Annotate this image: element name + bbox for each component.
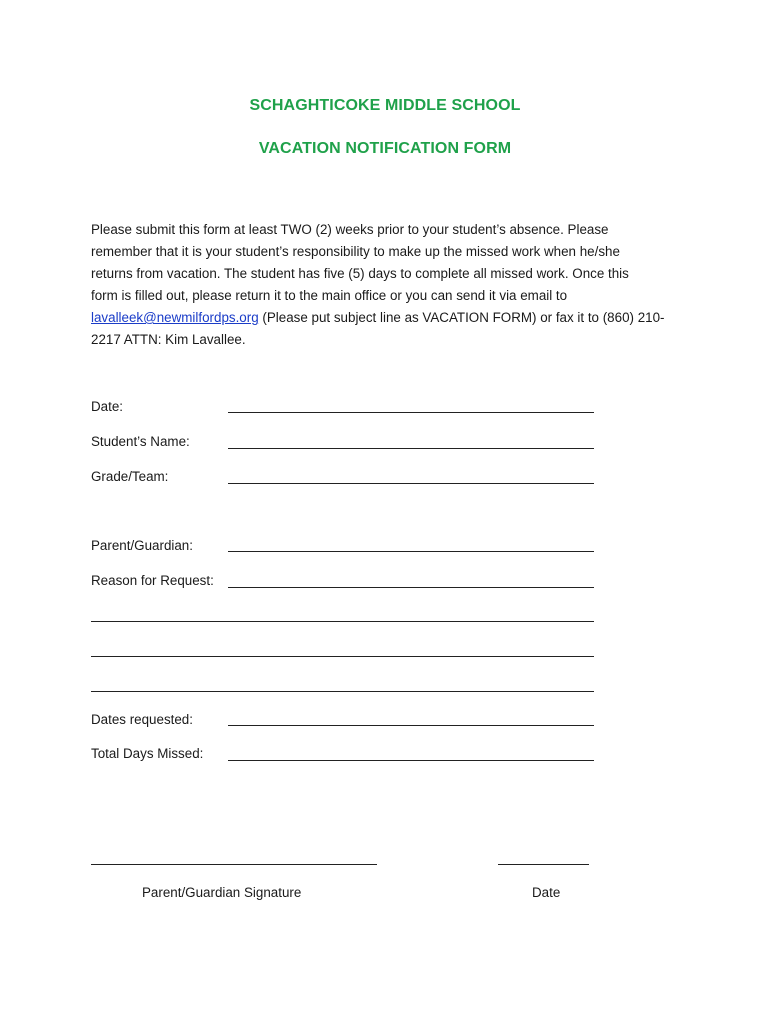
intro-line-rest: (Please put subject line as VACATION FORM) or fax it to (860) 210- [258,310,665,325]
reason-field[interactable] [228,587,594,588]
reason-continuation-line[interactable] [91,691,594,692]
form-title: VACATION NOTIFICATION FORM [258,140,512,157]
student-name-label: Student’s Name: [91,434,190,449]
email-link[interactable]: lavalleek@newmilfordps.org [91,310,259,325]
total-days-label: Total Days Missed: [91,746,204,761]
dates-requested-label: Dates requested: [91,712,193,727]
parent-signature-label: Parent/Guardian Signature [142,885,302,900]
dates-requested-field[interactable] [228,725,594,726]
intro-line: remember that it is your student’s responsibility to make up the missed work when he/she [91,244,620,259]
signature-date-label: Date [532,885,561,900]
parent-signature-line[interactable] [91,864,377,865]
intro-line [91,307,691,329]
parent-guardian-field[interactable] [228,551,594,552]
intro-line: Please submit this form at least TWO (2) weeks prior to your student’s absence. Please [91,222,609,237]
reason-continuation-line[interactable] [91,656,594,657]
school-name: SCHAGHTICOKE MIDDLE SCHOOL [249,97,521,114]
date-field[interactable] [228,412,594,413]
intro-line: returns from vacation. The student has five (5) days to complete all missed work. Once this [91,266,629,281]
grade-team-field[interactable] [228,483,594,484]
intro-line: 2217 ATTN: Kim Lavallee. [91,332,246,347]
parent-guardian-label: Parent/Guardian: [91,538,193,553]
total-days-field[interactable] [228,760,594,761]
date-label: Date: [91,399,124,414]
student-name-field[interactable] [228,448,594,449]
grade-team-label: Grade/Team: [91,469,169,484]
intro-paragraph [91,219,691,351]
intro-line: form is filled out, please return it to the main office or you can send it via email to [91,288,568,303]
signature-date-line[interactable] [498,864,589,865]
reason-continuation-line[interactable] [91,621,594,622]
reason-label: Reason for Request: [91,573,214,588]
